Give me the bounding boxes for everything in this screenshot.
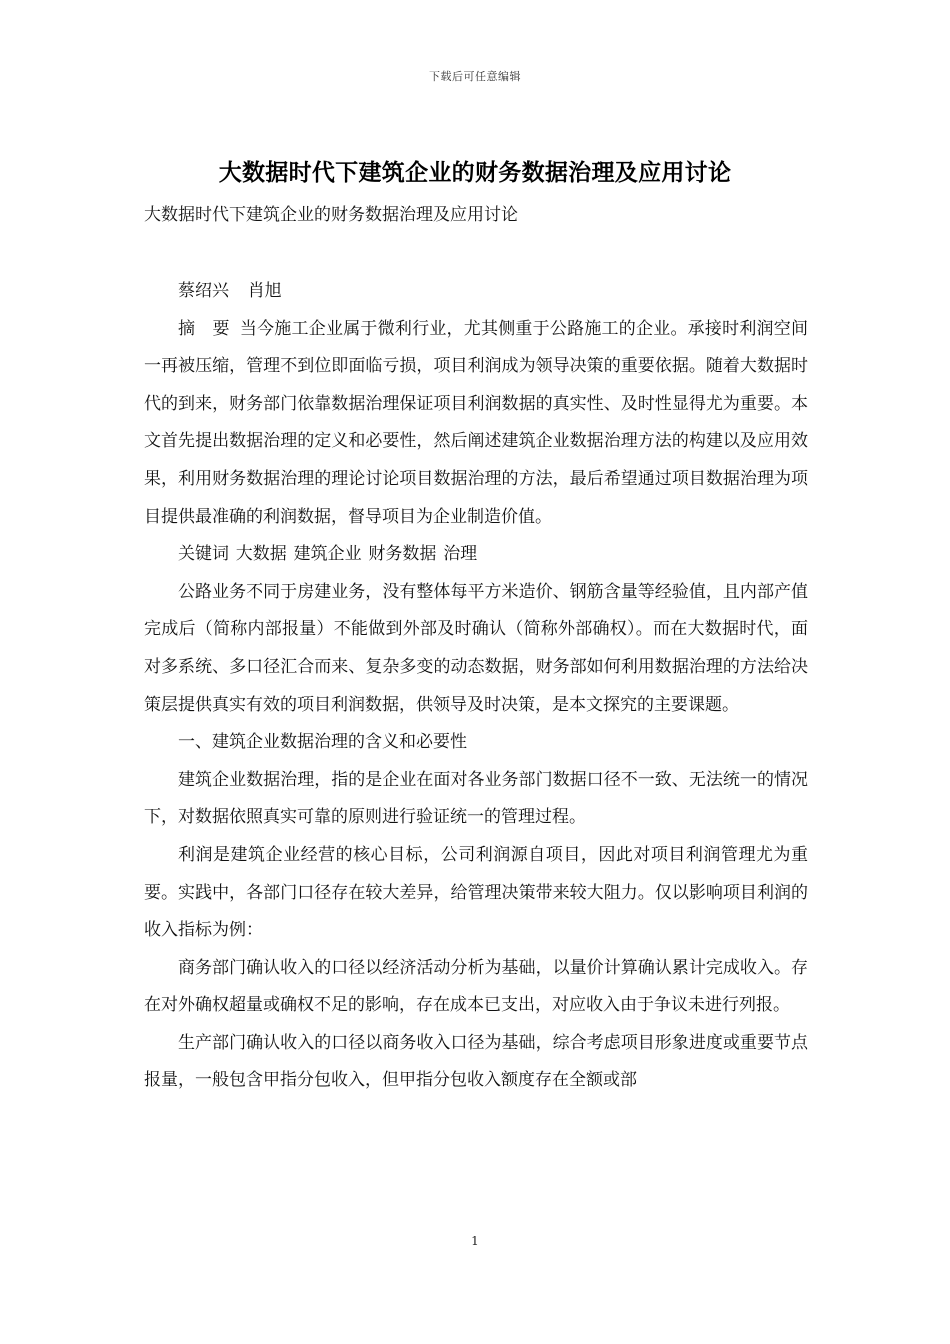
section-heading: 一、建筑企业数据治理的含义和必要性	[178, 732, 467, 753]
page-number: 1	[471, 1234, 479, 1248]
body-paragraph: 公路业务不同于房建业务，没有整体每平方米造价、钢筋含量等经验值，且内部产值完成后（简称内部报量）不能做到外部及时确认（简称外部确权）。而在大数据时代，面对多系统、多口径汇合而来、复杂多变的动态数据，财务部如何利用数据治理的方法给决策层提供真实有效的项目利润数据，供领导及时决策，是本文探究的主要课题。	[144, 581, 808, 715]
document-subtitle: 大数据时代下建筑企业的财务数据治理及应用讨论	[144, 205, 518, 225]
author-name: 蔡绍兴	[178, 281, 229, 301]
keyword: 大数据	[235, 544, 287, 565]
keyword: 财务数据	[368, 544, 437, 565]
abstract-paragraph	[144, 311, 808, 537]
body-paragraph: 利润是建筑企业经营的核心目标，公司利润源自项目，因此对项目利润管理尤为重要。实践中，各部门口径存在较大差异，给管理决策带来较大阻力。仅以影响项目利润的收入指标为例：	[144, 844, 808, 941]
keyword: 治理	[443, 544, 478, 565]
body-paragraph: 建筑企业数据治理，指的是企业在面对各业务部门数据口径不一致、无法统一的情况下，对数据依照真实可靠的原则进行验证统一的管理过程。	[144, 769, 808, 828]
author-name: 肖旭	[247, 281, 282, 301]
abstract-label: 摘 要	[178, 318, 230, 339]
header-note: 下载后可任意编辑	[429, 70, 521, 83]
keywords-label: 关键词	[178, 544, 229, 565]
keyword: 建筑企业	[293, 544, 362, 565]
body-paragraph: 生产部门确认收入的口径以商务收入口径为基础，综合考虑项目形象进度或重要节点报量，一般包含甲指分包收入，但甲指分包收入额度存在全额或部	[144, 1032, 808, 1091]
keywords-line	[144, 536, 808, 574]
body-paragraph: 商务部门确认收入的口径以经济活动分析为基础，以量价计算确认累计完成收入。存在对外确权超量或确权不足的影响，存在成本已支出，对应收入由于争议未进行列报。	[144, 957, 808, 1016]
document-title: 大数据时代下建筑企业的财务数据治理及应用讨论	[218, 160, 732, 186]
document-body	[144, 273, 808, 1100]
author-line	[144, 273, 808, 311]
abstract-text: 当今施工企业属于微利行业，尤其侧重于公路施工的企业。承接时利润空间一再被压缩，管理不到位即面临亏损，项目利润成为领导决策的重要依据。随着大数据时代的到来，财务部门依靠数据治理保证项目利润数据的真实性、及时性显得尤为重要。本文首先提出数据治理的定义和必要性，然后阐述建筑企业数据治理方法的构建以及应用效果，利用财务数据治理的理论讨论项目数据治理的方法，最后希望通过项目数据治理为项目提供最准确的利润数据，督导项目为企业制造价值。	[144, 318, 809, 527]
